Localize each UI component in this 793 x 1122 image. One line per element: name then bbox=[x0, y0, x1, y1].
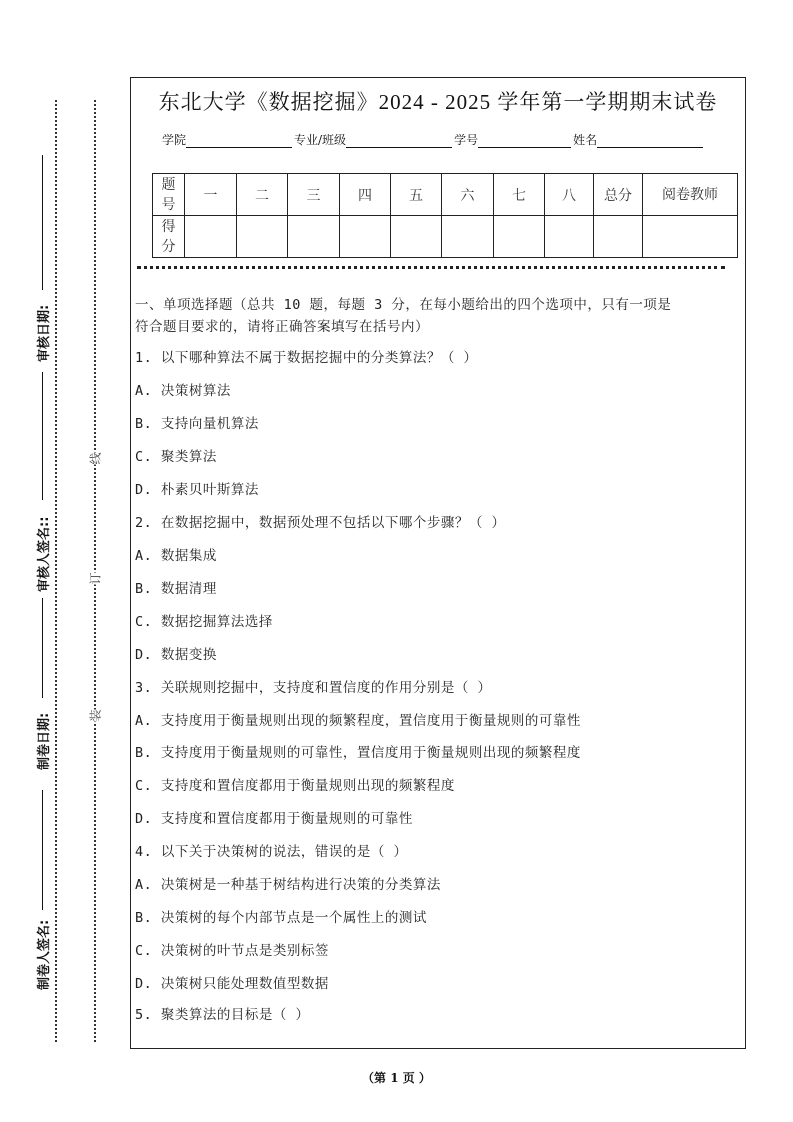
compiler-signature-line bbox=[42, 790, 43, 910]
option: B. 决策树的每个内部节点是一个属性上的测试 bbox=[135, 910, 427, 926]
option: B. 数据清理 bbox=[135, 581, 217, 597]
option: C. 聚类算法 bbox=[135, 449, 217, 465]
option: A. 数据集成 bbox=[135, 548, 217, 564]
score-cell[interactable] bbox=[494, 216, 545, 258]
score-cell[interactable] bbox=[442, 216, 494, 258]
score-cell[interactable] bbox=[594, 216, 643, 258]
name-label: 姓名 bbox=[573, 133, 598, 147]
name-field[interactable] bbox=[597, 133, 703, 148]
student-id-field[interactable] bbox=[478, 133, 571, 148]
col-header: 二 bbox=[237, 174, 288, 216]
compile-date-label: 制卷日期: bbox=[37, 712, 52, 770]
reviewer-signature-line bbox=[42, 372, 43, 500]
option: C. 支持度和置信度都用于衡量规则出现的频繁程度 bbox=[135, 778, 455, 794]
col-header: 四 bbox=[340, 174, 391, 216]
review-date-line bbox=[42, 155, 43, 290]
score-cell[interactable] bbox=[237, 216, 288, 258]
question-2: 2. 在数据挖掘中，数据预处理不包括以下哪个步骤？（ ） bbox=[135, 515, 506, 531]
option: D. 支持度和置信度都用于衡量规则的可靠性 bbox=[135, 811, 413, 827]
col-header: 三 bbox=[288, 174, 340, 216]
student-id-label: 学号 bbox=[454, 133, 479, 147]
option: A. 决策树算法 bbox=[135, 383, 231, 399]
score-cell[interactable] bbox=[288, 216, 340, 258]
page-number: （第 1 页 ） bbox=[362, 1071, 431, 1085]
col-header: 阅卷教师 bbox=[643, 174, 738, 216]
col-header: 一 bbox=[185, 174, 237, 216]
score-cell[interactable] bbox=[340, 216, 391, 258]
binding-mark-staple: 订 bbox=[88, 572, 103, 585]
option: B. 支持度用于衡量规则的可靠性，置信度用于衡量规则出现的频繁程度 bbox=[135, 745, 581, 761]
major-class-field[interactable] bbox=[346, 133, 452, 148]
question-1: 1. 以下哪种算法不属于数据挖掘中的分类算法？（ ） bbox=[135, 350, 478, 366]
option: B. 支持向量机算法 bbox=[135, 416, 259, 432]
question-4: 4. 以下关于决策树的说法，错误的是（ ） bbox=[135, 844, 408, 860]
binding-dotted-line-outer bbox=[55, 100, 57, 1042]
col-header: 六 bbox=[442, 174, 494, 216]
col-header: 八 bbox=[545, 174, 594, 216]
review-date-label: 审核日期: bbox=[37, 304, 52, 362]
binding-mark-bind: 装 bbox=[88, 709, 103, 722]
score-cell[interactable] bbox=[643, 216, 738, 258]
option: D. 朴素贝叶斯算法 bbox=[135, 482, 259, 498]
score-table bbox=[152, 173, 738, 258]
major-class-label: 专业/班级 bbox=[294, 133, 347, 147]
col-header: 五 bbox=[391, 174, 442, 216]
college-label: 学院 bbox=[162, 133, 187, 147]
option: D. 决策树只能处理数值型数据 bbox=[135, 976, 329, 992]
section-heading-cont: 符合题目要求的，请将正确答案填写在括号内） bbox=[135, 319, 429, 335]
score-cell[interactable] bbox=[545, 216, 594, 258]
college-field[interactable] bbox=[186, 133, 292, 148]
row-label-score: 得分 bbox=[153, 216, 185, 258]
student-info-fields bbox=[162, 131, 705, 148]
section-heading: 一、单项选择题（总共 10 题，每题 3 分，在每小题给出的四个选项中，只有一项是 bbox=[135, 297, 672, 313]
compile-date-line bbox=[42, 598, 43, 698]
question-5: 5. 聚类算法的目标是（ ） bbox=[135, 1007, 310, 1023]
score-cell[interactable] bbox=[391, 216, 442, 258]
option: C. 决策树的叶节点是类别标签 bbox=[135, 943, 329, 959]
question-3: 3. 关联规则挖掘中，支持度和置信度的作用分别是（ ） bbox=[135, 680, 492, 696]
binding-dotted-line-inner bbox=[94, 100, 96, 1042]
option: C. 数据挖掘算法选择 bbox=[135, 614, 273, 630]
col-header: 总分 bbox=[594, 174, 643, 216]
option: A. 决策树是一种基于树结构进行决策的分类算法 bbox=[135, 877, 441, 893]
reviewer-signature-label: 审核人签名:: bbox=[37, 516, 52, 592]
score-cell[interactable] bbox=[185, 216, 237, 258]
separator-dotted-line bbox=[137, 266, 725, 269]
binding-mark-line: 线 bbox=[88, 452, 103, 465]
col-header: 七 bbox=[494, 174, 545, 216]
compiler-signature-label: 制卷人签名: bbox=[37, 919, 52, 990]
row-label-question-no: 题号 bbox=[153, 174, 185, 216]
option: D. 数据变换 bbox=[135, 647, 217, 663]
exam-title: 东北大学《数据挖掘》2024 - 2025 学年第一学期期末试卷 bbox=[158, 90, 718, 114]
option: A. 支持度用于衡量规则出现的频繁程度，置信度用于衡量规则的可靠性 bbox=[135, 713, 581, 729]
